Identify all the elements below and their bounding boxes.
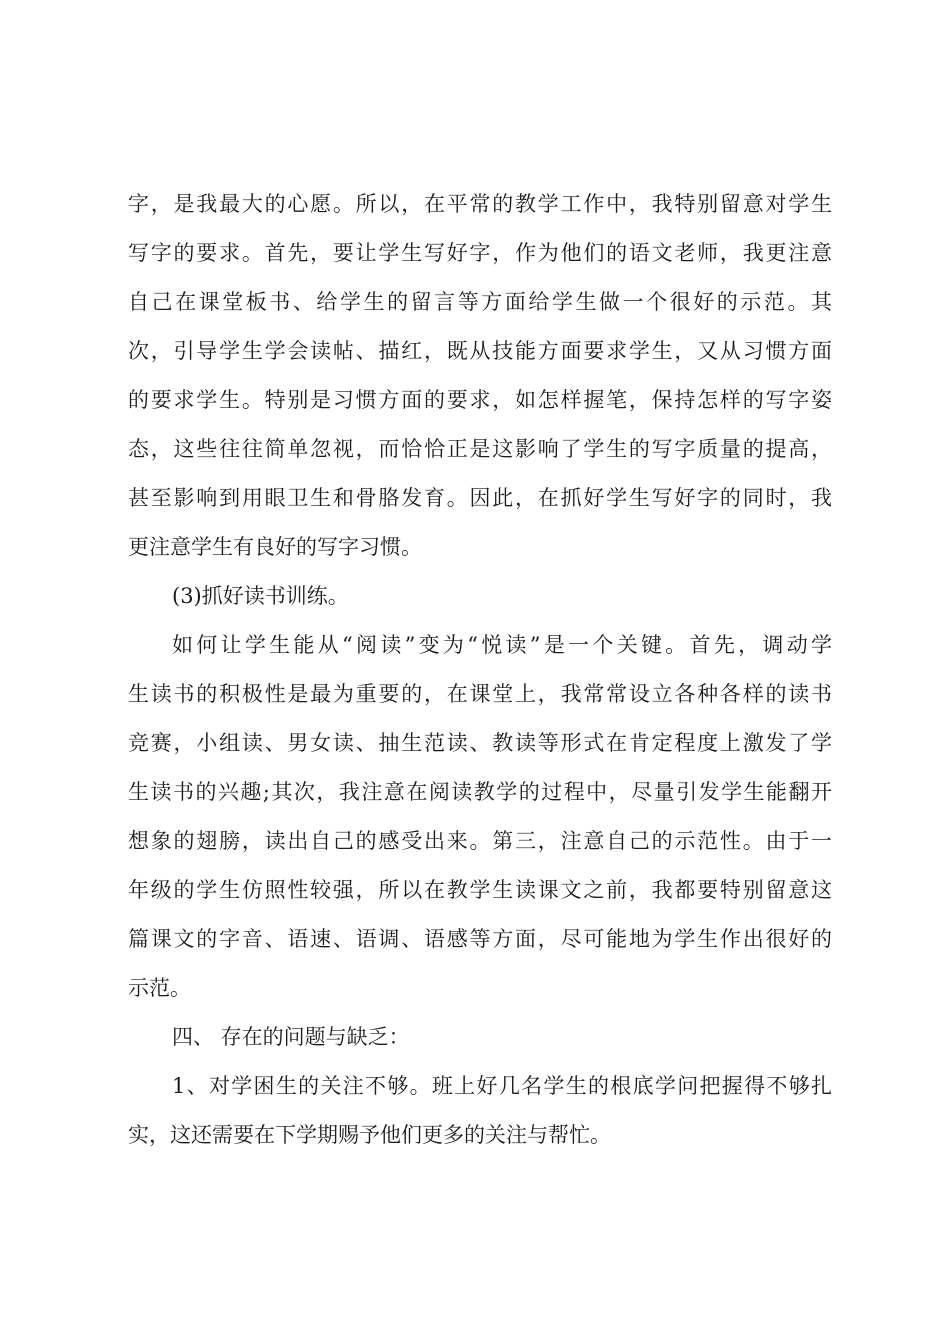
text-line: 更注意学生有良好的写字习惯。 bbox=[128, 535, 422, 559]
text-line: 1、对学困生的关注不够。班上好几名学生的根底学问把握得不够扎 bbox=[172, 1074, 832, 1098]
text-line: 甚至影响到用眼卫生和骨胳发育。因此，在抓好学生写好字的同时，我 bbox=[128, 486, 832, 510]
text-line: 生读书的积极性是最为重要的，在课堂上，我常常设立各种各样的读书 bbox=[128, 682, 832, 706]
text-line: 示范。 bbox=[128, 976, 191, 1000]
text-line: 生读书的兴趣;其次，我注意在阅读教学的过程中，尽量引发学生能翻开 bbox=[128, 780, 832, 804]
text-line: 字，是我最大的心愿。所以，在平常的教学工作中，我特别留意对学生 bbox=[128, 192, 832, 216]
text-line: 自己在课堂板书、给学生的留言等方面给学生做一个很好的示范。其 bbox=[128, 290, 832, 314]
text-line: 态，这些往往简单忽视，而恰恰正是这影响了学生的写字质量的提高， bbox=[128, 437, 832, 461]
text-line: 想象的翅膀，读出自己的感受出来。第三，注意自己的示范性。由于一 bbox=[128, 829, 832, 853]
text-line: (3)抓好读书训练。 bbox=[172, 584, 349, 608]
text-line: 次，引导学生学会读帖、描红，既从技能方面要求学生，又从习惯方面 bbox=[128, 339, 832, 363]
text-line: 篇课文的字音、语速、语调、语感等方面，尽可能地为学生作出很好的 bbox=[128, 927, 832, 951]
text-line: 写字的要求。首先，要让学生写好字，作为他们的语文老师，我更注意 bbox=[128, 241, 832, 265]
text-line: 竞赛，小组读、男女读、抽生范读、教读等形式在肯定程度上激发了学 bbox=[128, 731, 832, 755]
text-line: 四、 存在的问题与缺乏： bbox=[172, 1025, 410, 1049]
text-line: 实，这还需要在下学期赐予他们更多的关注与帮忙。 bbox=[128, 1123, 611, 1147]
document-body bbox=[128, 180, 832, 1160]
text-line: 年级的学生仿照性较强，所以在教学生读课文之前，我都要特别留意这 bbox=[128, 878, 832, 902]
text-line: 如何让学生能从“阅读”变为“悦读”是一个关键。首先，调动学 bbox=[172, 633, 832, 657]
text-line: 的要求学生。特别是习惯方面的要求，如怎样握笔，保持怎样的写字姿 bbox=[128, 388, 832, 412]
